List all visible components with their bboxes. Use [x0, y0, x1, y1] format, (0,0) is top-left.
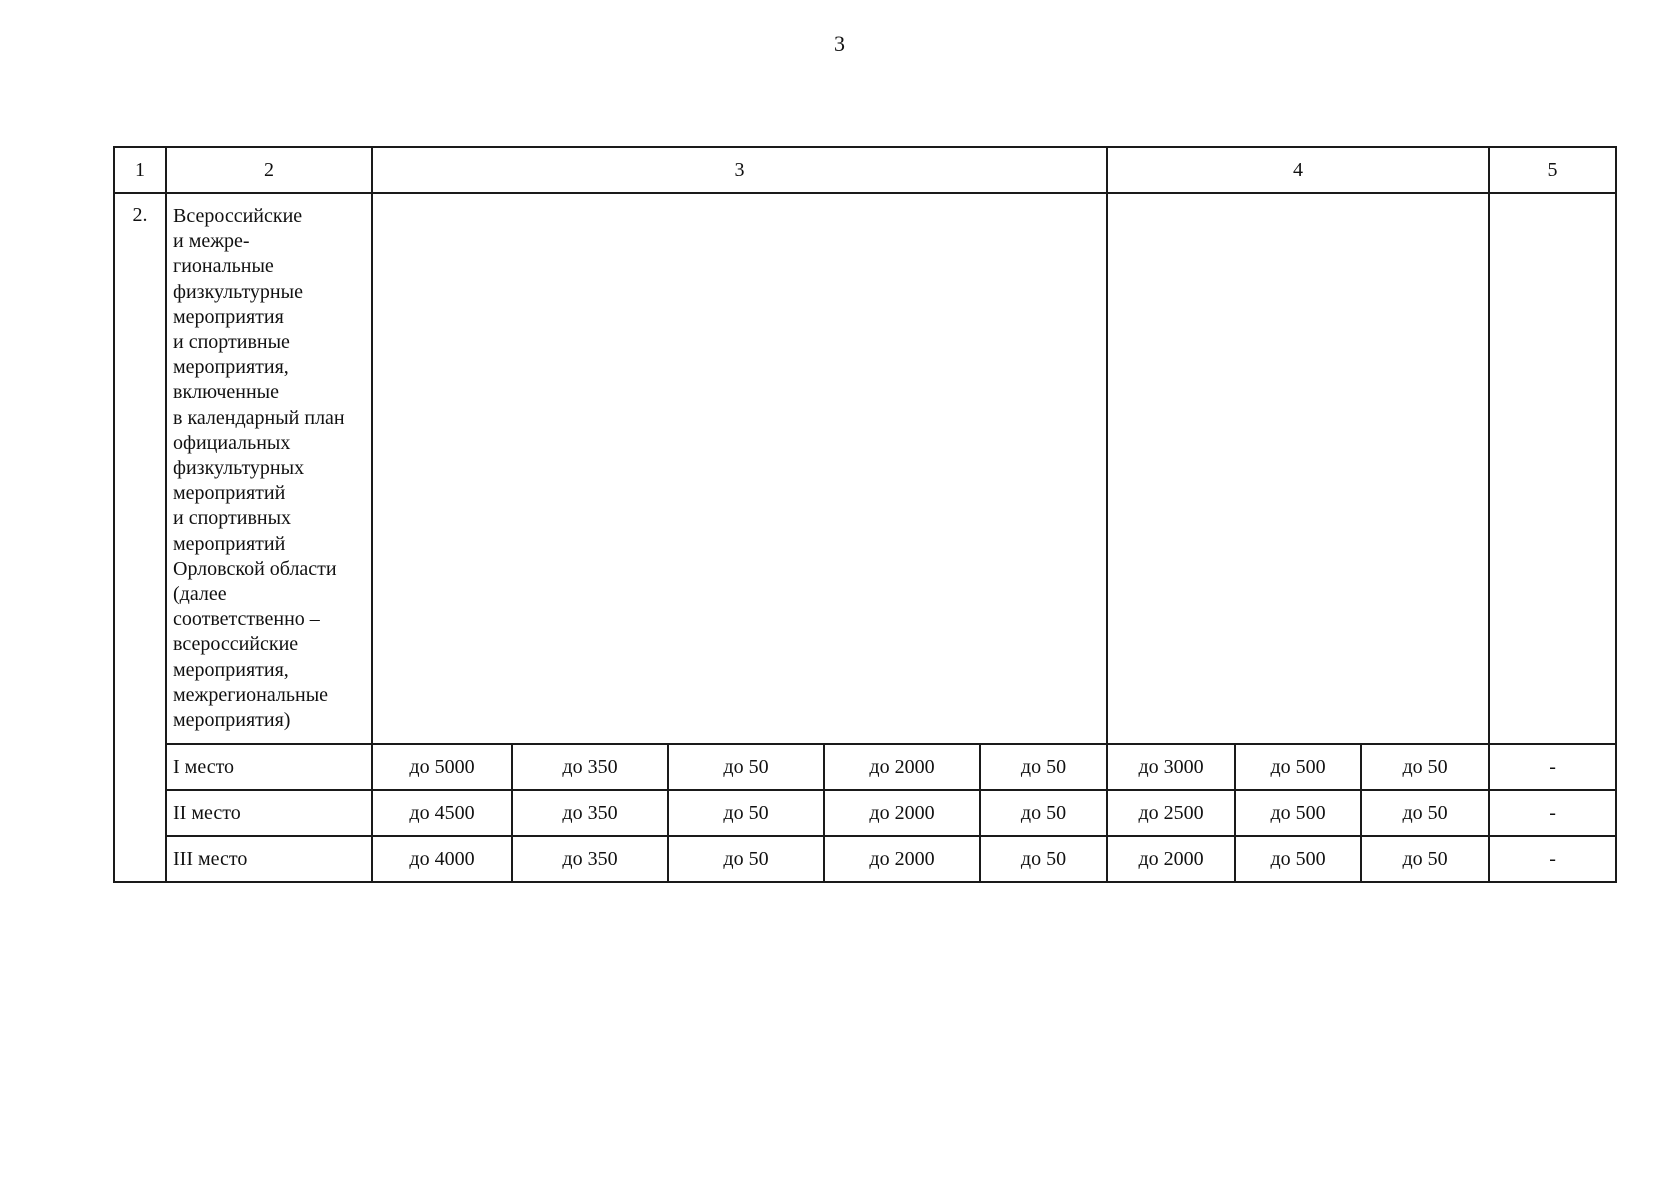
description-line: в календарный план — [173, 406, 345, 429]
table-cell: до 500 — [1235, 836, 1361, 882]
table-cell: до 50 — [980, 836, 1107, 882]
description-line: мероприятий — [173, 532, 286, 555]
column-header-5: 5 — [1489, 147, 1616, 193]
table-cell: - — [1489, 744, 1616, 790]
description-line: включенные — [173, 381, 279, 404]
section-col4-empty — [1107, 193, 1489, 744]
column-header-2: 2 — [166, 147, 372, 193]
column-header-3: 3 — [372, 147, 1107, 193]
description-line: физкультурных — [173, 457, 305, 480]
table-cell: до 350 — [512, 836, 668, 882]
description-line: гиональные — [173, 255, 274, 278]
table-cell: - — [1489, 790, 1616, 836]
table-cell: до 2000 — [824, 836, 980, 882]
table-cell: до 50 — [668, 790, 824, 836]
description-line: и спортивных — [173, 507, 292, 530]
section-number: 2. — [114, 193, 166, 882]
page-number: 3 — [834, 31, 845, 56]
description-line: всероссийские — [173, 633, 299, 656]
column-number-row — [114, 147, 1616, 193]
table-cell: до 2000 — [824, 744, 980, 790]
table-cell: до 50 — [668, 744, 824, 790]
table-row — [114, 744, 1616, 790]
description-line: Всероссийские — [173, 205, 303, 227]
table-cell: до 5000 — [372, 744, 512, 790]
table-cell: до 50 — [980, 744, 1107, 790]
section-row — [114, 193, 1616, 744]
place-label: I место — [166, 744, 372, 790]
description-line: мероприятия — [173, 305, 284, 328]
description-line: (далее — [173, 583, 227, 606]
description-line: официальных — [173, 431, 291, 454]
section-description — [166, 193, 372, 744]
description-line: мероприятия, — [173, 658, 289, 681]
table-row — [114, 790, 1616, 836]
section-col3-empty — [372, 193, 1107, 744]
table-cell: до 50 — [668, 836, 824, 882]
description-line: мероприятия) — [173, 709, 291, 732]
table-cell: до 3000 — [1107, 744, 1235, 790]
table-cell: до 50 — [1361, 836, 1489, 882]
table-cell: до 350 — [512, 744, 668, 790]
description-line: и спортивные — [173, 331, 290, 354]
place-label: III место — [166, 836, 372, 882]
description-line: соответственно – — [173, 608, 320, 631]
description-line: мероприятия, — [173, 356, 289, 379]
description-line: мероприятий — [173, 482, 286, 505]
column-header-4: 4 — [1107, 147, 1489, 193]
section-col5-empty — [1489, 193, 1616, 744]
table-cell: до 2000 — [1107, 836, 1235, 882]
column-header-1: 1 — [114, 147, 166, 193]
table-row — [114, 836, 1616, 882]
table-cell: до 500 — [1235, 744, 1361, 790]
description-line: Орловской области — [173, 557, 337, 580]
table-cell: до 50 — [1361, 744, 1489, 790]
prize-table — [113, 146, 1617, 883]
table-cell: до 50 — [1361, 790, 1489, 836]
table-cell: до 50 — [980, 790, 1107, 836]
place-label: II место — [166, 790, 372, 836]
table-cell: до 2500 — [1107, 790, 1235, 836]
table-cell: до 2000 — [824, 790, 980, 836]
description-line: межрегиональные — [173, 683, 329, 706]
table-cell: - — [1489, 836, 1616, 882]
table-cell: до 4000 — [372, 836, 512, 882]
description-line: и межре- — [173, 230, 250, 253]
table-cell: до 4500 — [372, 790, 512, 836]
table-cell: до 350 — [512, 790, 668, 836]
table-cell: до 500 — [1235, 790, 1361, 836]
description-line: физкультурные — [173, 280, 303, 303]
